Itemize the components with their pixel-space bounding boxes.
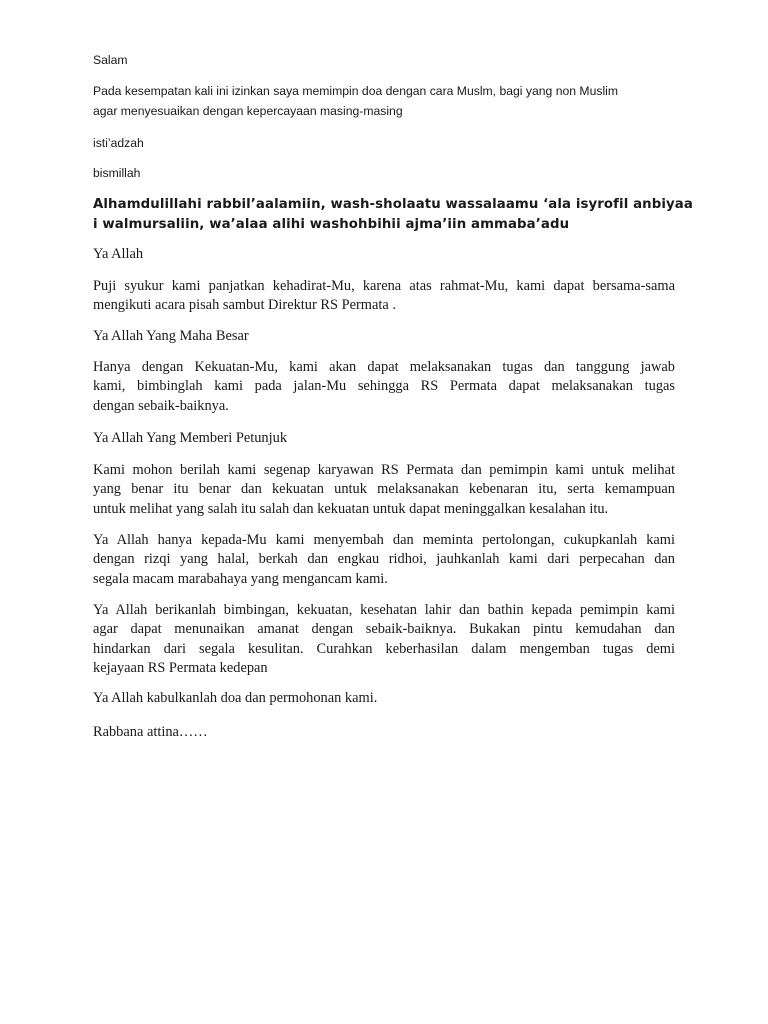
section-heading: Ya Allah Yang Maha Besar [93,328,249,344]
body-line: kami, bimbinglah kami pada jalan-Mu sehingga RS Permata dapat melaksanakan tugas [93,378,675,395]
greeting: Salam [93,53,128,67]
body-paragraph [93,531,675,589]
istiadzah-text: isti’adzah [93,136,144,150]
body-paragraph [93,601,675,679]
body-line: dengan sebaik-baiknya. [93,397,229,414]
body-line: kejayaan RS Permata kedepan [93,660,268,677]
heading-line: i walmursaliin, wa’alaa alihi washohbihii ajma’iin ammaba’adu [93,217,570,232]
closing-text: Rabbana attina…… [93,724,208,740]
body-line: hindarkan dari segala kesulitan. Curahkan keberhasilan dalam mengemban tugas demi [93,640,675,657]
intro-line: Pada kesempatan kali ini izinkan saya memimpin doa dengan cara Muslm, bagi yang non Muslim [93,84,619,98]
section-heading: Ya Allah [93,246,144,262]
intro-paragraph [93,81,675,121]
body-line: Ya Allah hanya kepada-Mu kami menyembah dan meminta pertolongan, cukupkanlah kami [93,532,675,548]
body-line: Kami mohon berilah kami segenap karyawan RS Permata dan pemimpin kami untuk melihat [93,462,675,478]
heading-line: Alhamdulillahi rabbil’aalamiin, wash-sholaatu wassalaamu ‘ala isyrofil anbiyaa [93,197,693,212]
bismillah-text: bismillah [93,166,141,180]
body-line: dengan rizqi yang halal, berkah dan engkau ridhoi, jauhkanlah kami dari perpecahan dan [93,551,675,568]
body-paragraph [93,358,675,416]
body-paragraph: Ya Allah kabulkanlah doa dan permohonan kami. [93,690,378,706]
body-paragraph [93,277,675,316]
opening-arabic-heading [93,195,693,235]
body-line: mengikuti acara pisah sambut Direktur RS Permata . [93,297,396,314]
body-line: Hanya dengan Kekuatan-Mu, kami akan dapat melaksanakan tugas dan tanggung jawab [93,359,675,375]
body-line: segala macam marabahaya yang mengancam kami. [93,570,388,587]
body-line: untuk melihat yang salah itu salah dan kekuatan untuk dapat meninggalkan kesalahan itu. [93,500,609,517]
body-line: agar dapat menunaikan amanat dengan sebaik-baiknya. Bukakan pintu kemudahan dan [93,621,675,638]
intro-line: agar menyesuaikan dengan kepercayaan masing-masing [93,104,403,118]
body-line: Ya Allah berikanlah bimbingan, kekuatan, kesehatan lahir dan bathin kepada pemimpin kami [93,602,675,618]
body-line: yang benar itu benar dan kekuatan untuk melaksanakan kebenaran itu, serta kemampuan [93,481,675,498]
body-line: Puji syukur kami panjatkan kehadirat-Mu, karena atas rahmat-Mu, kami dapat bersama-sama [93,278,675,294]
section-heading: Ya Allah Yang Memberi Petunjuk [93,430,288,446]
body-paragraph [93,461,675,519]
